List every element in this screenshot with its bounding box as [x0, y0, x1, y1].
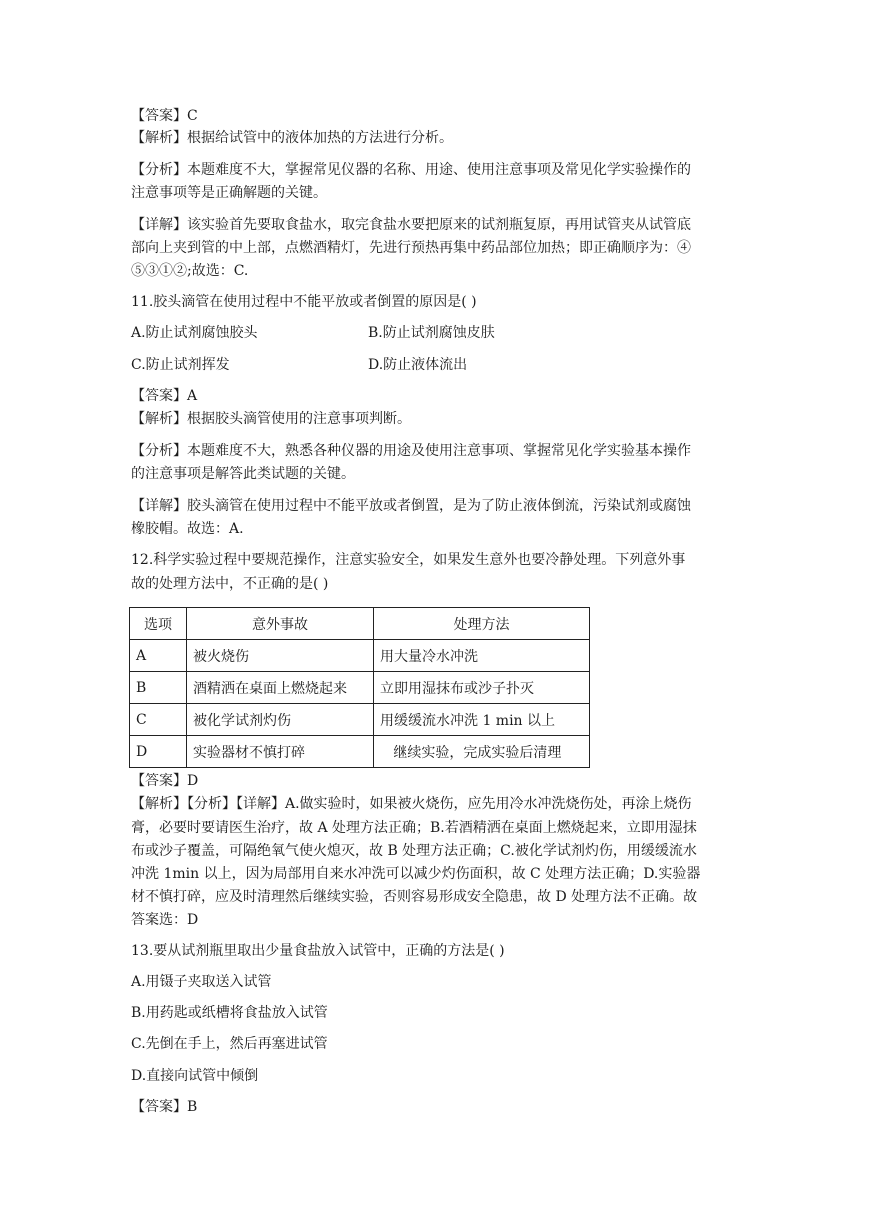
detail-text: 【详解】胶头滴管在使用过程中不能平放或者倒置，是为了防止液体倒流，污染试剂或腐蚀: [131, 498, 691, 514]
option-c: C.先倒在手上，然后再塞进试管: [131, 1036, 328, 1052]
analysis-line: 【解析】根据胶头滴管使用的注意事项判断。: [131, 411, 411, 427]
detail-text: 橡胶帽。故选：A.: [131, 521, 244, 537]
question-12: 12.科学实验过程中要规范操作，注意实验安全，如果发生意外也要冷静处理。下列意外事: [131, 552, 686, 568]
explanation-text: 布或沙子覆盖，可隔绝氧气使火熄灭，故 B 处理方法正确；C.被化学试剂灼伤，用缓缓流水: [131, 843, 697, 859]
explanation-text: 【解析】【分析】【详解】A.做实验时，如果被火烧伤，应先用冷水冲洗烧伤处，再涂上烧伤: [131, 796, 692, 812]
analysis-text: 【分析】本题难度不大，掌握常见仪器的名称、用途、使用注意事项及常见化学实验操作的: [131, 162, 691, 178]
analysis-text: 的注意事项是解答此类试题的关键。: [131, 466, 355, 482]
table-row: [130, 640, 590, 672]
table-cell: 被化学试剂灼伤: [187, 704, 374, 736]
question-11: 11.胶头滴管在使用过程中不能平放或者倒置的原因是( ): [131, 294, 477, 310]
option-b: B.用药匙或纸槽将食盐放入试管: [131, 1005, 328, 1021]
table-row: [130, 736, 590, 768]
option-d: D.直接向试管中倾倒: [131, 1068, 259, 1084]
option-b: B.防止试剂腐蚀皮肤: [368, 325, 495, 341]
option-c: C.防止试剂挥发: [131, 357, 230, 373]
table-cell: D: [130, 736, 187, 768]
analysis-line: 【解析】根据给试管中的液体加热的方法进行分析。: [131, 130, 453, 146]
table-cell: C: [130, 704, 187, 736]
answer-line: 【答案】D: [131, 773, 199, 789]
explanation-text: 材不慎打碎，应及时清理然后继续实验，否则容易形成安全隐患，故 D 处理方法不正确。故: [131, 889, 698, 905]
table-header: 意外事故: [187, 608, 374, 640]
table-cell: 酒精洒在桌面上燃烧起来: [187, 672, 374, 704]
table-row: [130, 672, 590, 704]
explanation-text: 膏，必要时要请医生治疗，故 A 处理方法正确；B.若酒精洒在桌面上燃烧起来，立即用湿抹: [131, 820, 697, 836]
table-cell: 用大量冷水冲洗: [374, 640, 590, 672]
table-header: 选项: [130, 608, 187, 640]
answer-line: 【答案】C: [131, 108, 198, 124]
table-row: [130, 704, 590, 736]
table-cell: 立即用湿抹布或沙子扑灭: [374, 672, 590, 704]
analysis-text: 【分析】本题难度不大，熟悉各种仪器的用途及使用注意事项、掌握常见化学实验基本操作: [131, 443, 691, 459]
explanation-text: 答案选：D: [131, 912, 199, 928]
table-cell: 实验器材不慎打碎: [187, 736, 374, 768]
table-header-row: [130, 608, 590, 640]
question-12-cont: 故的处理方法中，不正确的是( ): [131, 576, 329, 592]
analysis-text: 注意事项等是正确解题的关键。: [131, 185, 327, 201]
table-cell: B: [130, 672, 187, 704]
detail-text: 部向上夹到管的中上部，点燃酒精灯，先进行预热再集中药品部位加热；即正确顺序为：④: [131, 240, 691, 256]
detail-text: ⑤③①②;故选：C.: [131, 263, 249, 279]
explanation-text: 冲洗 1min 以上，因为局部用自来水冲洗可以减少灼伤面积，故 C 处理方法正确；D.实验器: [131, 866, 701, 882]
table-cell: 被火烧伤: [187, 640, 374, 672]
option-a: A.防止试剂腐蚀胶头: [131, 325, 258, 341]
answer-line: 【答案】A: [131, 388, 198, 404]
table-cell: A: [130, 640, 187, 672]
option-d: D.防止液体流出: [368, 357, 468, 373]
option-a: A.用镊子夹取送入试管: [131, 974, 272, 990]
table-cell: 用缓缓流水冲洗 1 min 以上: [374, 704, 590, 736]
table-header: 处理方法: [374, 608, 590, 640]
table-cell: 继续实验，完成实验后清理: [374, 736, 590, 768]
answer-line: 【答案】B: [131, 1099, 198, 1115]
detail-text: 【详解】该实验首先要取食盐水，取完食盐水要把原来的试剂瓶复原，再用试管夹从试管底: [131, 217, 691, 233]
question-13: 13.要从试剂瓶里取出少量食盐放入试管中，正确的方法是( ): [131, 943, 505, 959]
accident-table: [129, 607, 590, 768]
